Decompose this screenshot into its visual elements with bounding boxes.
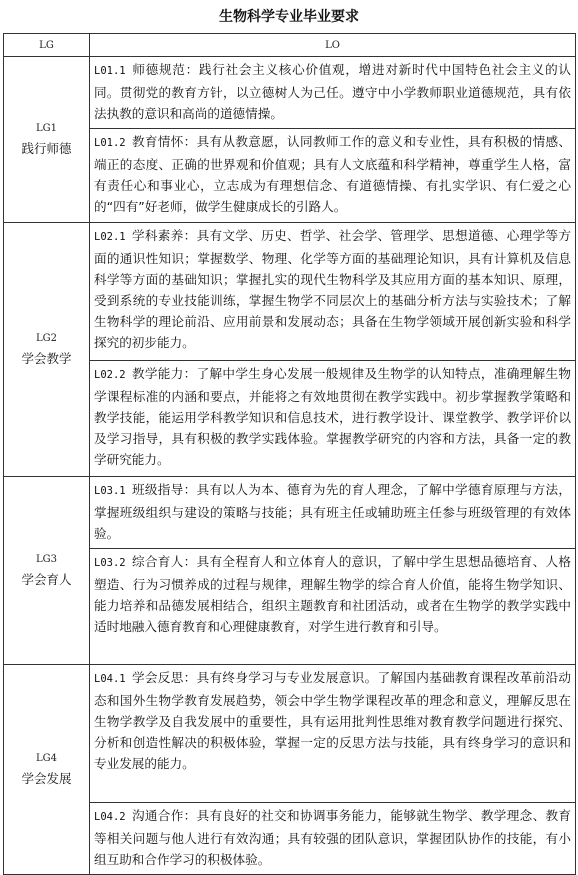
table-row [4,223,576,361]
lo-cell [90,223,576,361]
header-lg: LG [4,34,90,57]
lo-text: 具有终身学习与专业发展意识。了解国内基础教育课程改革前沿动态和国外生物学教育发展趋势，领会中学生物学课程改革的理念和意义，理解反思在生物学教学及自我发展中的重要性，具有运用批判性思维对教育教学问题进行探究、分析和创造性解决的积极体验，掌握一定的反思方法与技能，具有终身学习的意识和专业发展的能力。 [94,670,572,771]
lg-name: 学会发展 [21,770,72,786]
lo-cell [90,57,576,129]
lo-text: 了解中学生身心发展一般规律及生物学的认知特点，准确理解生物学课程标准的内涵和要点，并能将之有效地贯彻在教学实践中。初步掌握教学策略和教学技能，能运用学科教学知识和信息技术，进行教学设计、课堂教学、教学评价以及学习指导，具有积极的教学实践体验。掌握教学研究的内容和方法，具备一定的教学研究能力。 [94,366,572,467]
lo-code: L04.1 [94,673,126,685]
table-row [4,665,576,803]
lo-cell [90,803,576,875]
lg-cell-4 [4,665,90,875]
lo-name: 综合育人： [131,554,197,569]
lo-code: L03.2 [94,557,126,569]
lo-name: 学科素养： [131,228,197,243]
table-row [4,803,576,875]
lo-code: L01.2 [94,137,126,149]
table-row [4,477,576,549]
lg-code: LG2 [36,332,57,344]
lg-name: 学会教学 [21,350,72,366]
lo-text: 具有以人为本、德育为先的育人理念，了解中学德育原理与方法，掌握班级组织与建设的策略与技能；具有班主任或辅助班主任参与班级管理的有效体验。 [94,482,572,541]
lg-cell-2 [4,223,90,477]
header-lo: LO [90,34,576,57]
lg-code: LG1 [36,122,57,134]
lo-cell [90,549,576,665]
table-header-row [4,34,576,57]
lg-name: 学会育人 [21,571,72,587]
table-row [4,129,576,223]
lo-text: 具有全程育人和立体育人的意识，了解中学生思想品德培育、人格塑造、行为习惯养成的过程与规律，理解生物学的综合育人价值，能将生物学知识、能力培养和品德发展相结合，组织主题教育和社团活动，或者在生物学的教学实践中适时地融入德育教育和心理健康教育，对学生进行教育和引导。 [94,554,572,634]
lo-name: 师德规范： [131,62,199,77]
table-row [4,549,576,665]
graduation-requirements-table [3,33,576,875]
lo-name: 教学能力： [131,366,197,381]
lo-code: L01.1 [94,65,126,77]
lo-code: L02.2 [94,369,126,381]
lo-text: 具有良好的社交和协调事务能力，能够就生物学、教学理念、教育等相关问题与他人进行有效沟通；具有较强的团队意识，掌握团队协作的技能，有小组互助和合作学习的积极体验。 [94,808,572,867]
lg-cell-1 [4,57,90,223]
lo-code: L02.1 [94,231,126,243]
lo-text: 践行社会主义核心价值观，增进对新时代中国特色社会主义的认同。贯彻党的教育方针，以立德树人为己任。遵守中小学教师职业道德规范，具有依法执教的意识和高尚的道德情操。 [94,62,572,121]
lg-code: LG4 [36,752,57,764]
lo-name: 沟通合作： [131,808,197,823]
lo-code: L03.1 [94,485,126,497]
lg-code: LG3 [36,553,57,565]
lo-cell [90,361,576,477]
document-title: 生物科学专业毕业要求 [219,9,359,25]
lo-text: 具有从教意愿，认同教师工作的意义和专业性，具有积极的情感、端正的态度、正确的世界观和价值观；具有人文底蕴和科学精神，尊重学生人格，富有责任心和事业心，立志成为有理想信念、有道德情操、有扎实学识、有仁爱之心的“四有”好老师，做学生健康成长的引路人。 [94,134,572,214]
lo-name: 学会反思： [131,670,197,685]
lo-name: 教育情怀： [131,134,197,149]
lo-cell [90,129,576,223]
lo-name: 班级指导： [131,482,197,497]
table-row [4,57,576,129]
lg-cell-3 [4,477,90,665]
lo-text: 具有文学、历史、哲学、社会学、管理学、思想道德、心理学等方面的通识性知识；掌握数学、物理、化学等方面的基础理论知识，具有计算机及信息科学等方面的基础知识；掌握扎实的现代生物科学及其应用方面的基本知识、原理，受到系统的专业技能训练，掌握生物学不同层次上的基础分析方法与实验技术；了解生物科学的理论前沿、应用前景和发展动态；具备在生物学领域开展创新实验和科学探究的初步能力。 [94,228,572,350]
lo-cell [90,477,576,549]
lo-cell [90,665,576,803]
table-row [4,361,576,477]
lg-name: 践行师德 [21,140,72,156]
lo-code: L04.2 [94,811,126,823]
